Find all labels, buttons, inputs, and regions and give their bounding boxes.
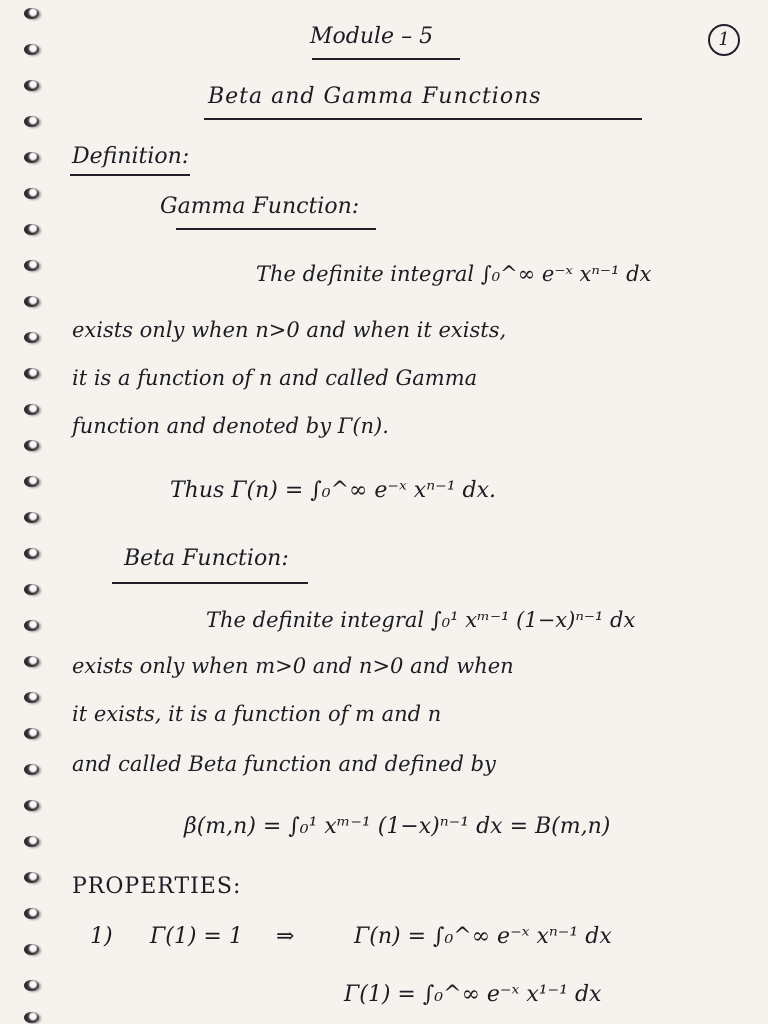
properties-heading: PROPERTIES: bbox=[72, 874, 242, 899]
property-1-statement: Γ(1) = 1 bbox=[150, 924, 243, 949]
spiral-hole bbox=[24, 1012, 39, 1023]
spiral-hole bbox=[24, 296, 39, 307]
spiral-hole bbox=[24, 872, 39, 883]
gamma-text-line3: it is a function of n and called Gamma bbox=[72, 366, 478, 390]
gamma-text-line1: The definite integral ∫₀^∞ e⁻ˣ xⁿ⁻¹ dx bbox=[256, 262, 652, 286]
beta-text-line1: The definite integral ∫₀¹ xᵐ⁻¹ (1−x)ⁿ⁻¹ dx bbox=[206, 608, 636, 632]
beta-heading: Beta Function: bbox=[124, 546, 289, 571]
implies-arrow-icon: ⇒ bbox=[276, 924, 295, 949]
beta-text-line4: and called Beta function and defined by bbox=[72, 752, 496, 776]
spiral-hole bbox=[24, 404, 39, 415]
definition-underline bbox=[70, 174, 190, 176]
spiral-hole bbox=[24, 944, 39, 955]
module-heading: Module – 5 bbox=[310, 24, 434, 49]
spiral-hole bbox=[24, 368, 39, 379]
spiral-hole bbox=[24, 152, 39, 163]
spiral-hole bbox=[24, 584, 39, 595]
spiral-hole bbox=[24, 728, 39, 739]
gamma-heading: Gamma Function: bbox=[160, 194, 360, 219]
spiral-hole bbox=[24, 476, 39, 487]
page-title: Beta and Gamma Functions bbox=[208, 84, 542, 109]
spiral-hole bbox=[24, 548, 39, 559]
module-underline bbox=[312, 58, 460, 60]
spiral-hole bbox=[24, 764, 39, 775]
spiral-hole bbox=[24, 692, 39, 703]
spiral-hole bbox=[24, 440, 39, 451]
notebook-spiral-binding bbox=[0, 0, 56, 1024]
spiral-hole bbox=[24, 656, 39, 667]
page-number: 1 bbox=[708, 24, 740, 56]
spiral-hole bbox=[24, 332, 39, 343]
property-1-step2: Γ(1) = ∫₀^∞ e⁻ˣ x¹⁻¹ dx bbox=[344, 982, 602, 1007]
spiral-hole bbox=[24, 620, 39, 631]
definition-heading: Definition: bbox=[72, 144, 190, 169]
spiral-hole bbox=[24, 224, 39, 235]
gamma-formula: Thus Γ(n) = ∫₀^∞ e⁻ˣ xⁿ⁻¹ dx. bbox=[170, 478, 497, 503]
property-1-step1: Γ(n) = ∫₀^∞ e⁻ˣ xⁿ⁻¹ dx bbox=[354, 924, 612, 949]
spiral-hole bbox=[24, 908, 39, 919]
beta-formula: β(m,n) = ∫₀¹ xᵐ⁻¹ (1−x)ⁿ⁻¹ dx = B(m,n) bbox=[184, 814, 611, 839]
spiral-hole bbox=[24, 260, 39, 271]
beta-text-line3: it exists, it is a function of m and n bbox=[72, 702, 442, 726]
spiral-hole bbox=[24, 836, 39, 847]
gamma-text-line2: exists only when n>0 and when it exists, bbox=[72, 318, 507, 342]
spiral-hole bbox=[24, 800, 39, 811]
gamma-text-line4: function and denoted by Γ(n). bbox=[72, 414, 389, 438]
beta-underline bbox=[112, 582, 308, 584]
spiral-hole bbox=[24, 116, 39, 127]
gamma-underline bbox=[176, 228, 376, 230]
title-underline bbox=[204, 118, 642, 120]
spiral-hole bbox=[24, 80, 39, 91]
spiral-hole bbox=[24, 44, 39, 55]
spiral-hole bbox=[24, 8, 39, 19]
spiral-hole bbox=[24, 188, 39, 199]
beta-text-line2: exists only when m>0 and n>0 and when bbox=[72, 654, 514, 678]
spiral-hole bbox=[24, 512, 39, 523]
spiral-hole bbox=[24, 980, 39, 991]
property-1-label: 1) bbox=[90, 924, 113, 949]
